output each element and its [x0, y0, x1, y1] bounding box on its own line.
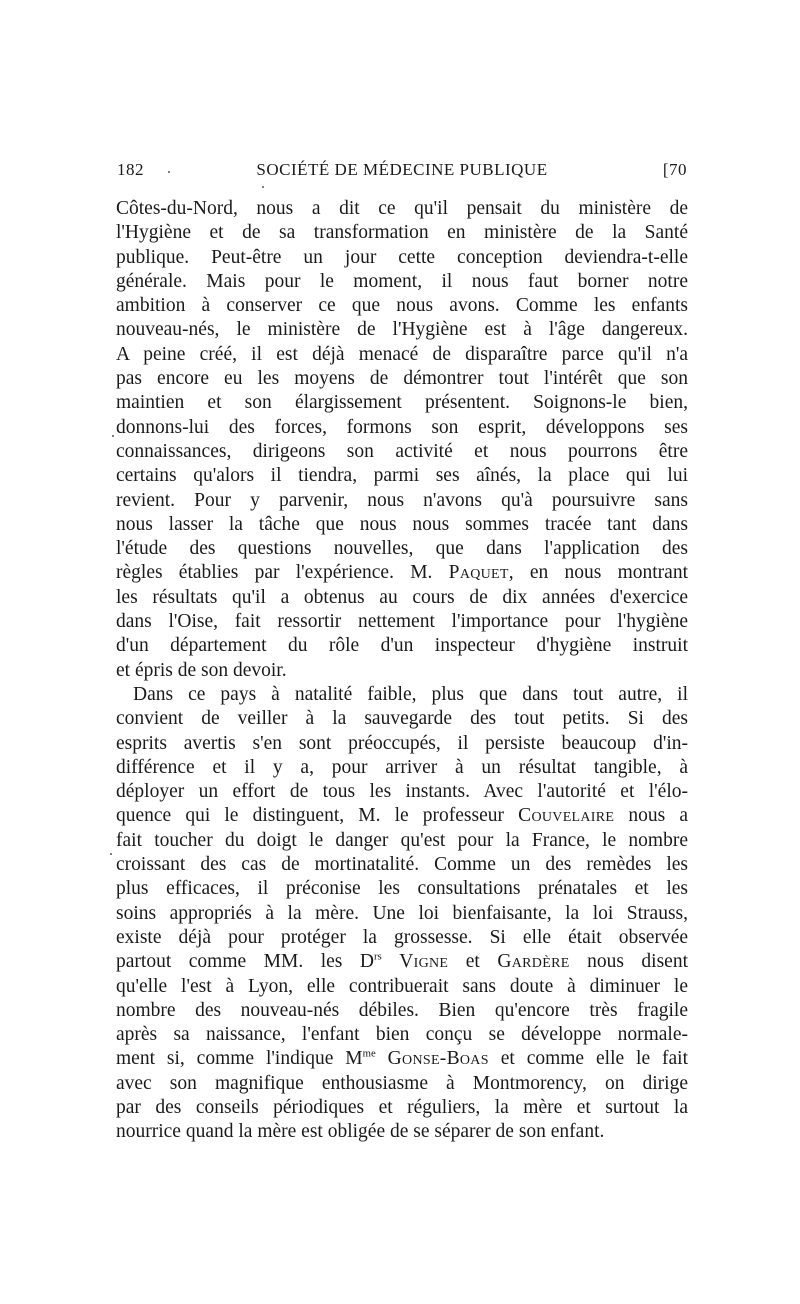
text-line: par des conseils périodiques et réguliers, la mère et surtout la	[116, 1096, 688, 1118]
text-fragment: partout comme MM. les D	[116, 951, 374, 973]
text-line	[116, 1047, 688, 1071]
body-text	[116, 197, 688, 1145]
text-line: nouveau-nés, le ministère de l'Hygiène est à l'âge dangereux.	[116, 319, 688, 341]
text-line: qu'elle l'est à Lyon, elle contribuerait sans doute à diminuer le	[116, 975, 688, 997]
author-name: Gonse-Boas	[387, 1048, 489, 1070]
text-fragment: quence qui le distinguent, M. le professeur	[116, 805, 505, 827]
text-line: certains qu'alors il tiendra, parmi ses aînés, la place qui lui	[116, 465, 688, 487]
text-line: fait toucher du doigt le danger qu'est pour la France, le nombre	[116, 829, 688, 851]
text-line: Dans ce pays à natalité faible, plus que dans tout autre, il	[133, 683, 688, 705]
print-speck	[262, 186, 264, 188]
text-line: l'étude des questions nouvelles, que dans l'application des	[116, 538, 688, 560]
text-line: dans l'Oise, fait ressortir nettement l'importance pour l'hygiène	[116, 611, 688, 633]
text-line: ambition à conserver ce que nous avons. Comme les enfants	[116, 295, 688, 317]
author-name: Vigne	[399, 951, 449, 973]
superscript: me	[362, 1047, 376, 1060]
text-line: l'Hygiène et de sa transformation en ministère de la Santé	[116, 222, 688, 244]
text-line: après sa naissance, l'enfant bien conçu se développe normale-	[116, 1024, 688, 1046]
text-fragment: nous a	[628, 805, 689, 827]
text-fragment: et	[465, 951, 480, 973]
text-line: revient. Pour y parvenir, nous n'avons qu'à poursuivre sans	[116, 489, 688, 511]
text-line: esprits avertis s'en sont préoccupés, il persiste beaucoup d'in-	[116, 732, 688, 754]
superscript: rs	[373, 950, 382, 963]
text-line: les résultats qu'il a obtenus au cours de dix années d'exercice	[116, 586, 688, 608]
text-line: nous lasser la tâche que nous nous sommes tracée tant dans	[116, 513, 688, 535]
page-number: 182	[117, 160, 144, 179]
text-line: nourrice quand la mère est obligée de se séparer de son enfant.	[116, 1121, 605, 1143]
original-page-number: [70	[662, 160, 687, 179]
text-line: Côtes-du-Nord, nous a dit ce qu'il pensait du ministère de	[116, 198, 688, 219]
text-line: générale. Mais pour le moment, il nous faut borner notre	[116, 270, 688, 292]
text-line: pas encore eu les moyens de démontrer tout l'intérêt que son	[116, 368, 688, 390]
text-line: déployer un effort de tous les instants. Avec l'autorité et l'élo-	[116, 781, 688, 803]
text-line: avec son magnifique enthousiasme à Montmorency, on dirige	[116, 1072, 688, 1094]
text-line	[116, 561, 688, 585]
running-head	[117, 160, 687, 184]
text-fragment: ment si, comme l'indique M	[116, 1048, 363, 1070]
text-line: nombre des nouveau-nés débiles. Bien qu'encore très fragile	[116, 999, 688, 1021]
text-fragment: règles établies par l'expérience. M.	[116, 562, 433, 584]
text-line: connaissances, dirigeons son activité et nous pourrons être	[116, 440, 688, 462]
print-speck	[112, 435, 114, 437]
text-line: existe déjà pour protéger la grossesse. Si elle était observée	[116, 926, 688, 948]
text-line: maintien et son élargissement présentent. Soignons-le bien,	[116, 392, 688, 414]
author-name: Gardère	[497, 951, 570, 973]
author-name: Couvelaire	[518, 805, 615, 827]
running-title: SOCIÉTÉ DE MÉDECINE PUBLIQUE	[256, 160, 548, 179]
text-fragment: , en nous montrant	[508, 562, 688, 584]
text-line: soins appropriés à la mère. Une loi bienfaisante, la loi Strauss,	[116, 902, 688, 924]
text-line: plus efficaces, il préconise les consultations prénatales et les	[116, 878, 688, 900]
text-line: différence et il y a, pour arriver à un résultat tangible, à	[116, 756, 688, 778]
print-speck	[110, 853, 112, 855]
author-name: Paquet	[448, 562, 509, 584]
text-line: croissant des cas de mortinatalité. Comme un des remèdes les	[116, 854, 688, 876]
text-line: A peine créé, il est déjà menacé de disparaître parce qu'il n'a	[116, 343, 688, 365]
text-line	[116, 804, 688, 828]
text-line: et épris de son devoir.	[116, 659, 287, 681]
text-line	[116, 950, 688, 974]
text-fragment: et comme elle le fait	[500, 1048, 689, 1070]
text-fragment: nous disent	[587, 951, 689, 973]
print-speck	[168, 171, 170, 173]
text-line: donnons-lui des forces, formons son esprit, développons ses	[116, 416, 688, 438]
text-line: publique. Peut-être un jour cette conception deviendra-t-elle	[116, 246, 688, 268]
text-line: convient de veiller à la sauvegarde des tout petits. Si des	[116, 708, 688, 730]
text-line: d'un département du rôle d'un inspecteur d'hygiène instruit	[116, 635, 688, 657]
